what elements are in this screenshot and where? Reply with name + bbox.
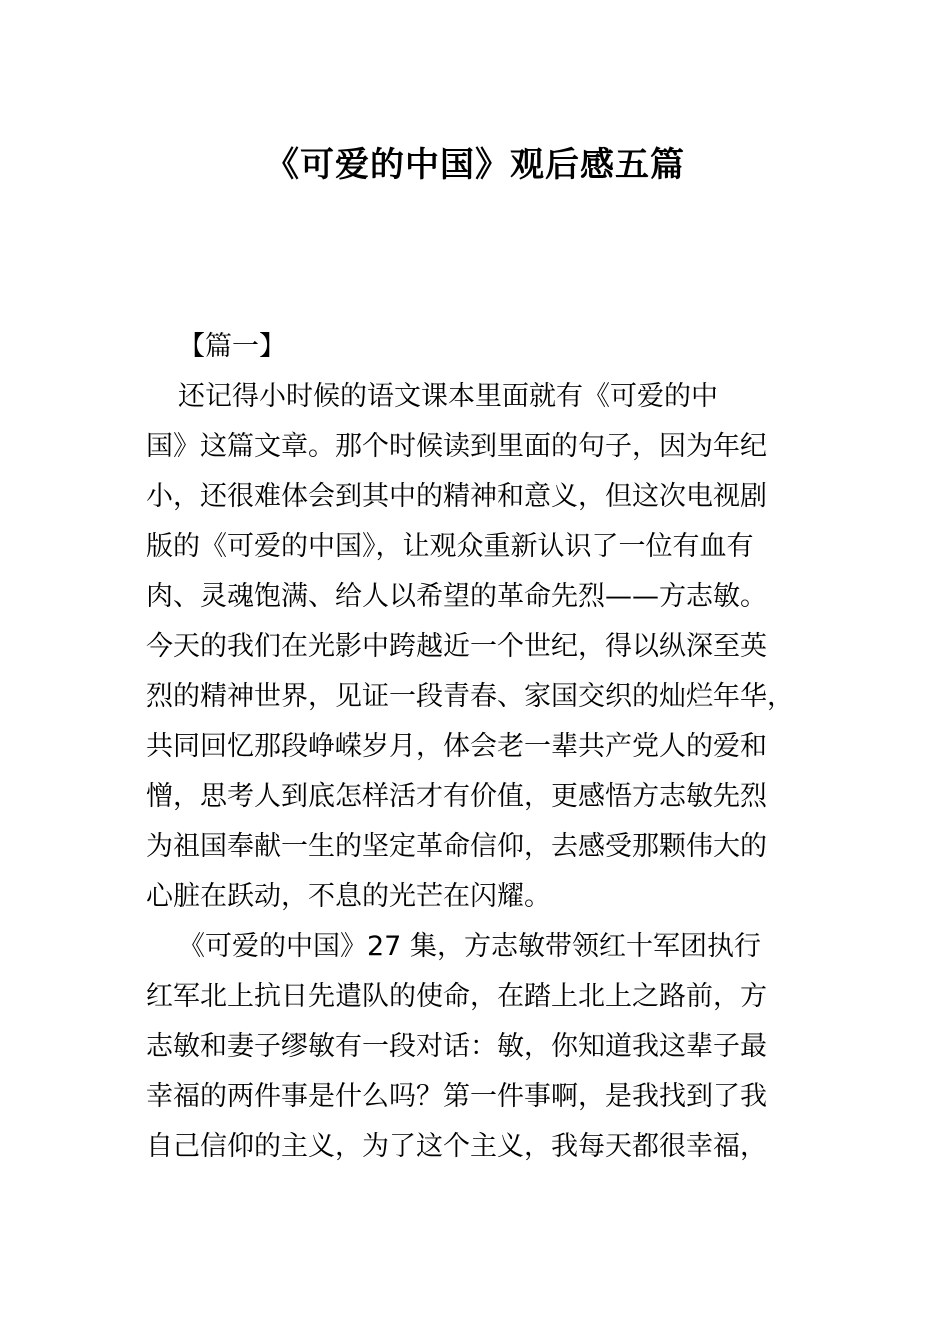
paragraph-line: 还记得小时候的语文课本里面就有《可爱的中: [178, 381, 718, 412]
paragraph-line: 志敏和妻子缪敏有一段对话：敏，你知道我这辈子最: [146, 1031, 767, 1062]
paragraph-line: 小，还很难体会到其中的精神和意义，但这次电视剧: [146, 481, 767, 512]
document-body: [146, 322, 818, 1172]
document-title: 《可爱的中国》观后感五篇: [265, 145, 685, 185]
paragraph-line: 为祖国奉献一生的坚定革命信仰，去感受那颗伟大的: [146, 831, 767, 862]
paragraph-line: 版的《可爱的中国》，让观众重新认识了一位有血有: [146, 531, 754, 562]
paragraph-line: 幸福的两件事是什么吗？第一件事啊，是我找到了我: [146, 1081, 767, 1112]
paragraph-line: 红军北上抗日先遣队的使命，在踏上北上之路前，方: [146, 981, 767, 1012]
paragraph-line: 烈的精神世界，见证一段青春、家国交织的灿烂年华，: [146, 681, 794, 712]
paragraph-line: 心脏在跃动，不息的光芒在闪耀。: [146, 881, 551, 912]
paragraph-line: 肉、灵魂饱满、给人以希望的革命先烈——方志敏。: [146, 581, 767, 612]
paragraph-2: [146, 922, 818, 1172]
paragraph-line: 《可爱的中国》27 集，方志敏带领红十军团执行: [178, 931, 761, 962]
paragraph-line: 国》这篇文章。那个时候读到里面的句子，因为年纪: [146, 431, 767, 462]
paragraph-line: 共同回忆那段峥嵘岁月，体会老一辈共产党人的爱和: [146, 731, 767, 762]
paragraph-1: [146, 372, 818, 922]
paragraph-line: 自己信仰的主义，为了这个主义，我每天都很幸福，: [146, 1131, 767, 1162]
section-heading: 【篇一】: [178, 331, 286, 362]
paragraph-line: 今天的我们在光影中跨越近一个世纪，得以纵深至英: [146, 631, 767, 662]
paragraph-line: 憎，思考人到底怎样活才有价值，更感悟方志敏先烈: [146, 781, 767, 812]
